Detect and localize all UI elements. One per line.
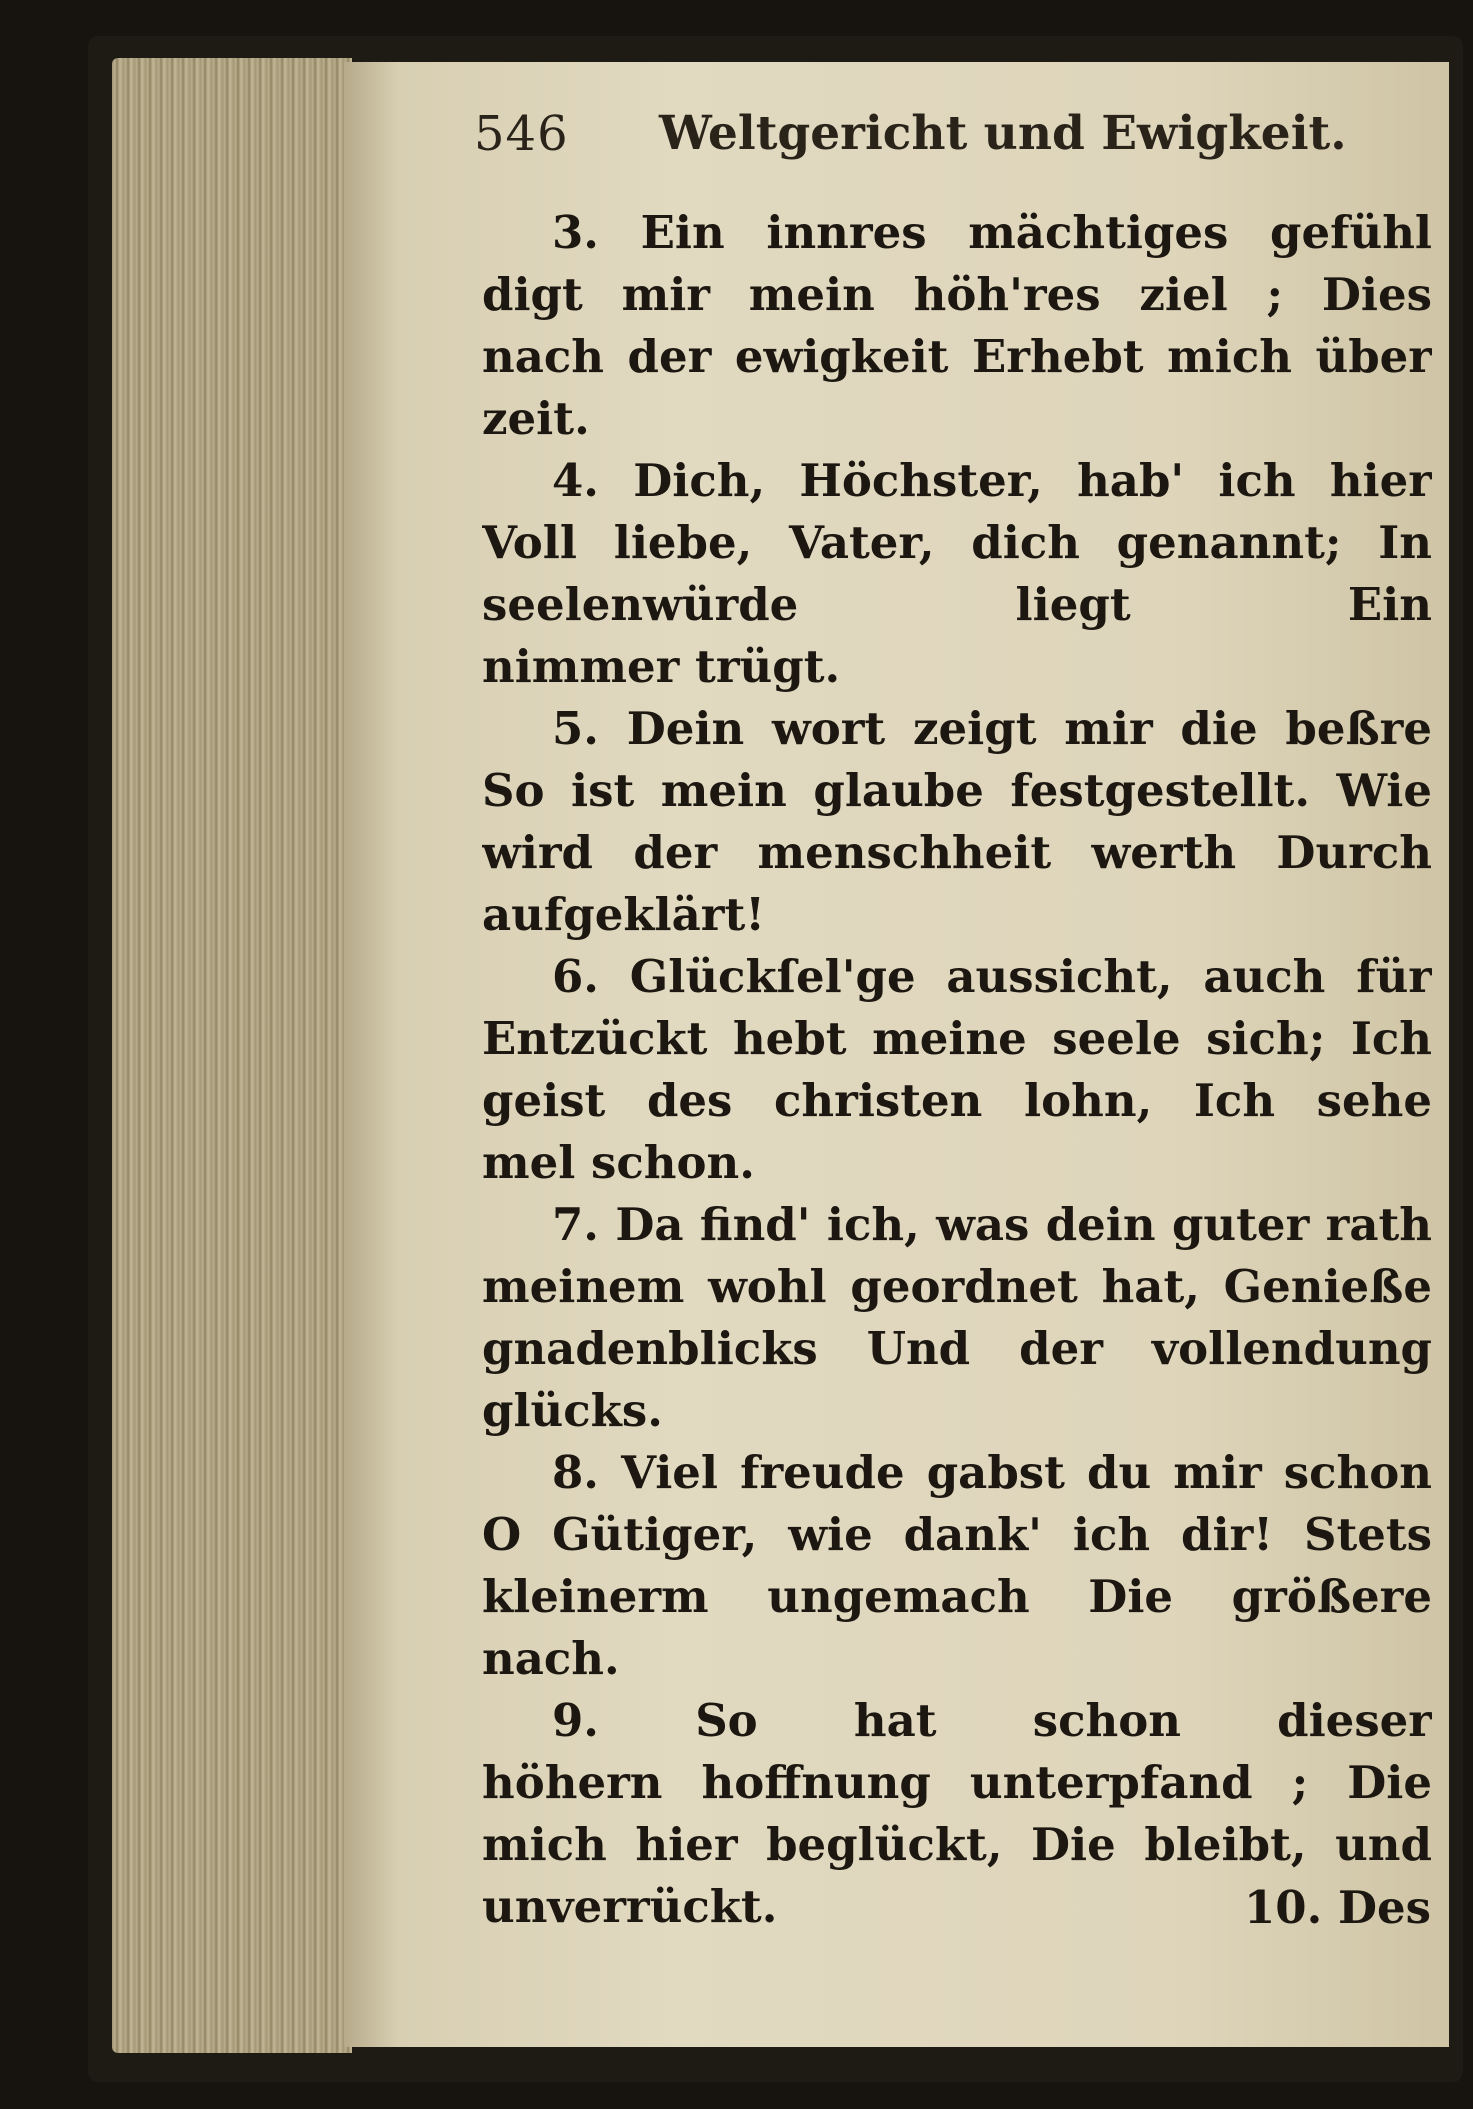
page-number: 546: [474, 106, 569, 162]
verse-4: [482, 450, 1432, 698]
verse-line: digt mir mein höh'res ziel ; Dies: [482, 268, 1432, 321]
verse-line-text: Glückſel'ge aussicht, auch für: [629, 950, 1432, 1003]
verse-line: nimmer trügt.: [482, 640, 841, 693]
verse-8: [482, 1442, 1432, 1690]
verse-number: 5.: [552, 702, 599, 755]
verse-line: [482, 1194, 1432, 1256]
verse-line: aufgeklärt!: [482, 888, 766, 941]
verse-line-text: Dich, Höchster, hab' ich hier: [633, 454, 1432, 507]
verse-line-text: Ein innres mächtiges gefühl: [640, 206, 1432, 259]
verse-line: nach der ewigkeit Erhebt mich über: [482, 330, 1432, 383]
verse-line: unverrückt.: [482, 1880, 778, 1933]
verse-line: höhern hoffnung unterpfand ; Die: [482, 1756, 1432, 1809]
verse-line-text: So hat schon dieser: [695, 1694, 1432, 1747]
verse-line: [482, 1690, 1432, 1752]
verse-line: geist des christen lohn, Ich sehe: [482, 1074, 1432, 1127]
verse-line: glücks.: [482, 1384, 663, 1437]
verse-line: [482, 450, 1432, 512]
verse-number: 9.: [552, 1694, 599, 1747]
verse-line-text: Da find' ich, was dein guter rath: [615, 1198, 1432, 1251]
verse-number: 7.: [552, 1198, 599, 1251]
page-header: [474, 94, 1347, 174]
verse-5: [482, 698, 1432, 946]
verse-line: [482, 202, 1432, 264]
verse-line: meinem wohl geordnet hat, Genieße: [482, 1260, 1432, 1313]
verse-line: zeit.: [482, 392, 590, 445]
verse-line: gnadenblicks Und der vollendung: [482, 1322, 1432, 1375]
verse-line: seelenwürde liegt Ein: [482, 578, 1432, 631]
verse-number: 3.: [552, 206, 599, 259]
verse-line: O Gütiger, wie dank' ich dir! Stets: [482, 1508, 1432, 1561]
verse-number: 8.: [552, 1446, 599, 1499]
catchword: 10. Des: [1244, 1881, 1431, 1934]
running-title: Weltgericht und Ewigkeit.: [659, 106, 1347, 161]
verse-line: Entzückt hebt meine seele sich; Ich: [482, 1012, 1432, 1065]
verse-6: [482, 946, 1432, 1194]
verse-line: nach.: [482, 1632, 620, 1685]
verse-line: So ist mein glaube festgestellt. Wie: [482, 764, 1432, 817]
book-page: [344, 62, 1449, 2047]
verse-7: [482, 1194, 1432, 1442]
verse-line: Voll liebe, Vater, dich genannt; In: [482, 516, 1432, 569]
verse-line: [482, 698, 1432, 760]
verse-line: [482, 946, 1432, 1008]
page-edges: [112, 58, 352, 2053]
hymn-text: [482, 202, 1432, 1938]
verse-number: 6.: [552, 950, 599, 1003]
verse-line: mel schon.: [482, 1136, 755, 1189]
verse-3: [482, 202, 1432, 450]
verse-number: 4.: [552, 454, 599, 507]
verse-line: wird der menschheit werth Durch: [482, 826, 1432, 879]
verse-line: [482, 1442, 1432, 1504]
verse-line-text: Dein wort zeigt mir die beßre: [626, 702, 1432, 755]
verse-line: kleinerm ungemach Die größere: [482, 1570, 1432, 1623]
verse-line: mich hier beglückt, Die bleibt, und: [482, 1818, 1432, 1871]
verse-line-text: Viel freude gabst du mir schon: [621, 1446, 1432, 1499]
